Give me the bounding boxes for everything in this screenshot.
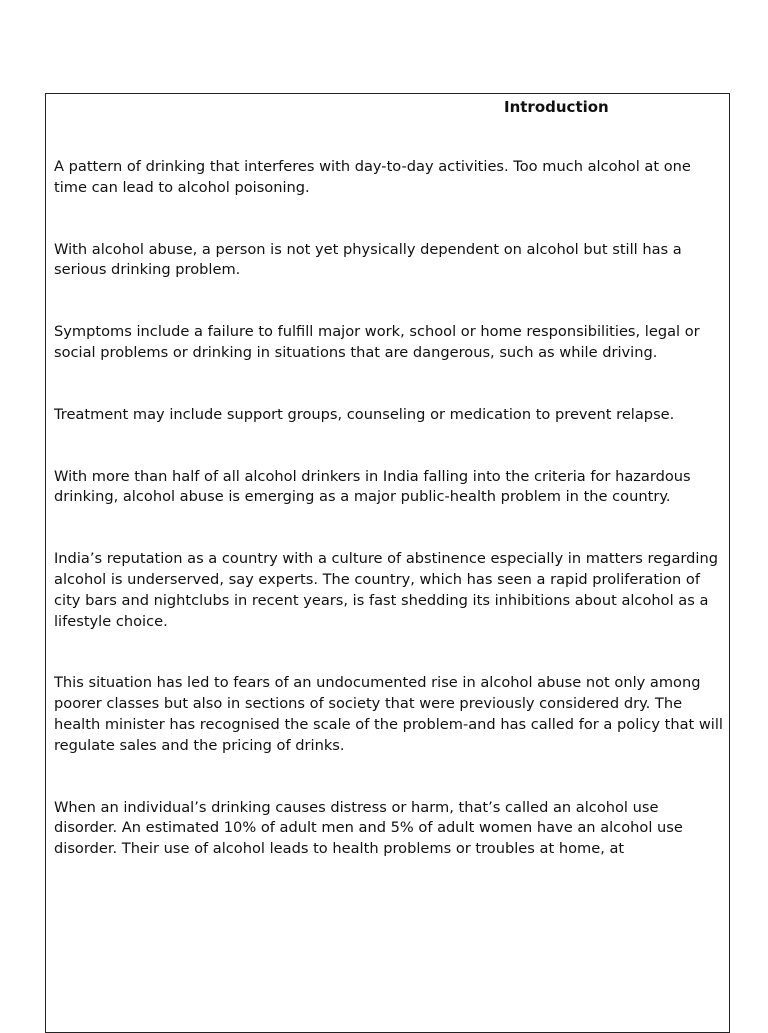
paragraph: When an individual’s drinking causes distress or harm, that’s called an alcohol use disorder. An estimated 10% of adult men and 5% of adult women have an alcohol use disorder. Their use of alcohol leads to health problems or troubles at home, at bbox=[54, 798, 683, 858]
document-page bbox=[45, 93, 730, 1033]
paragraph: Treatment may include support groups, counseling or medication to prevent relapse. bbox=[54, 405, 675, 423]
paragraph: India’s reputation as a country with a culture of abstinence especially in matters regarding alcohol is underserved, say experts. The country, which has seen a rapid proliferation of city bars and nightclubs in recent years, is fast shedding its inhibitions about alcohol as a lifestyle choice. bbox=[54, 550, 718, 630]
paragraph: A pattern of drinking that interferes with day-to-day activities. Too much alcohol at one time can lead to alcohol poisoning. bbox=[54, 158, 691, 196]
paragraph: With more than half of all alcohol drinkers in India falling into the criteria for hazardous drinking, alcohol abuse is emerging as a major public-health problem in the country. bbox=[54, 467, 691, 506]
paragraph: Symptoms include a failure to fulfill major work, school or home responsibilities, legal or social problems or drinking in situations that are dangerous, such as while driving. bbox=[54, 323, 700, 361]
paragraph: This situation has led to fears of an undocumented rise in alcohol abuse not only among poorer classes but also in sections of society that were previously considered dry. The health minister has recognised the scale of the problem-and has called for a policy that will regulate sales and the pricing of drinks. bbox=[54, 674, 723, 754]
paragraph: With alcohol abuse, a person is not yet physically dependent on alcohol but still has a serious drinking problem. bbox=[54, 240, 682, 279]
document-body bbox=[54, 157, 724, 901]
document-heading: Introduction bbox=[504, 98, 609, 116]
